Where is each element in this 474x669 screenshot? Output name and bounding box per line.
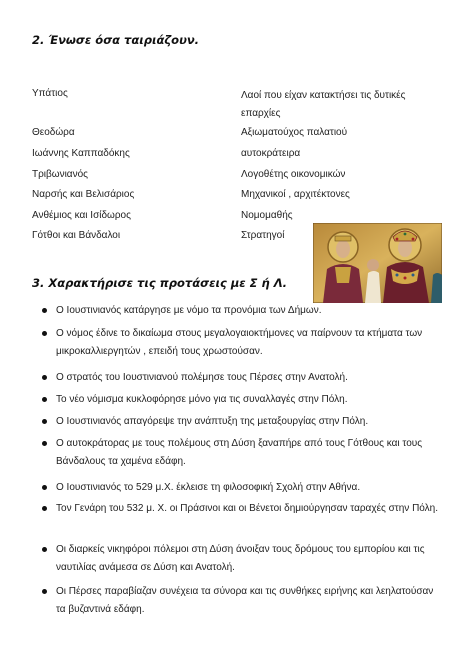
right-item: Λαοί που είχαν κατακτήσει τις δυτικές επαρχίες — [241, 90, 406, 119]
bullet-icon — [42, 331, 47, 336]
list-item — [56, 583, 441, 618]
right-item: Μηχανικοί , αρχιτέκτονες — [241, 189, 350, 200]
list-item — [56, 479, 441, 497]
left-item: Θεοδώρα — [32, 127, 75, 138]
bullet-icon — [42, 397, 47, 402]
bullet-icon — [42, 485, 47, 490]
list-item — [56, 500, 441, 518]
bullet-icon — [42, 441, 47, 446]
right-item: αυτοκράτειρα — [241, 148, 301, 159]
statement-text: Το νέο νόμισμα κυκλοφόρησε μόνο για τις συναλλαγές στην Πόλη. — [56, 394, 348, 405]
statement-text: Οι Πέρσες παραβίαζαν συνέχεια τα σύνορα και τις συνθήκες ειρήνης και λεηλατούσαν τα βυζαντινά εδάφη. — [56, 586, 434, 615]
left-item: Υπάτιος — [32, 88, 68, 99]
left-item: Τριβωνιανός — [32, 169, 88, 180]
left-item: Ανθέμιος και Ισίδωρος — [32, 210, 131, 221]
list-item — [56, 325, 441, 360]
statement-text: Ο Ιουστινιανός κατάργησε με νόμο τα προνόμια των Δήμων. — [56, 305, 322, 316]
right-item: Στρατηγοί — [241, 230, 285, 241]
list-item — [56, 435, 441, 470]
list-item — [56, 413, 441, 431]
statement-text: Ο Ιουστινιανός το 529 μ.Χ. έκλεισε τη φιλοσοφική Σχολή στην Αθήνα. — [56, 482, 361, 493]
statement-text: Ο Ιουστινιανός απαγόρεψε την ανάπτυξη της μεταξουργίας στην Πόλη. — [56, 416, 369, 427]
statement-text: Ο στρατός του Ιουστινιανού πολέμησε τους Πέρσες στην Ανατολή. — [56, 372, 348, 383]
bullet-icon — [42, 375, 47, 380]
right-item: Λογοθέτης οικονομικών — [241, 169, 346, 180]
list-item — [56, 369, 441, 387]
left-item: Γότθοι και Βάνδαλοι — [32, 230, 121, 241]
bullet-icon — [42, 506, 47, 511]
statement-text: Ο νόμος έδινε το δικαίωμα στους μεγαλογαιοκτήμονες να παίρνουν τα κτήματα των μικροκαλλιεργητών , επειδή τους χρωστούσαν. — [56, 328, 423, 357]
section-2-title: 2. Ένωσε όσα ταιριάζουν. — [32, 33, 200, 47]
statement-text: Οι διαρκείς νικηφόροι πόλεμοι στη Δύση άνοιξαν τους δρόμους του εμπορίου και τις ναυτιλίας ανάμεσα σε Δύση και Ανατολή. — [56, 544, 425, 573]
bullet-icon — [42, 589, 47, 594]
list-item — [56, 391, 441, 409]
left-item: Ιωάννης Καππαδόκης — [32, 148, 130, 159]
right-item: Νομομαθής — [241, 210, 293, 221]
list-item — [56, 302, 441, 320]
section-3-title: 3. Χαρακτήρισε τις προτάσεις με Σ ή Λ. — [32, 276, 287, 290]
bullet-icon — [42, 419, 47, 424]
right-item: Αξιωματούχος παλατιού — [241, 127, 348, 138]
bullet-icon — [42, 308, 47, 313]
list-item — [56, 541, 441, 576]
statement-text: Ο αυτοκράτορας με τους πολέμους στη Δύση ξαναπήρε από τους Γότθους και τους Βάνδαλους τα χαμένα εδάφη. — [56, 438, 423, 467]
mosaic-icon — [313, 223, 442, 303]
left-item: Ναρσής και Βελισάριος — [32, 189, 135, 200]
statement-text: Τον Γενάρη του 532 μ. Χ. οι Πράσινοι και οι Βένετοι δημιούργησαν ταραχές στην Πόλη. — [56, 503, 439, 514]
bullet-icon — [42, 547, 47, 552]
